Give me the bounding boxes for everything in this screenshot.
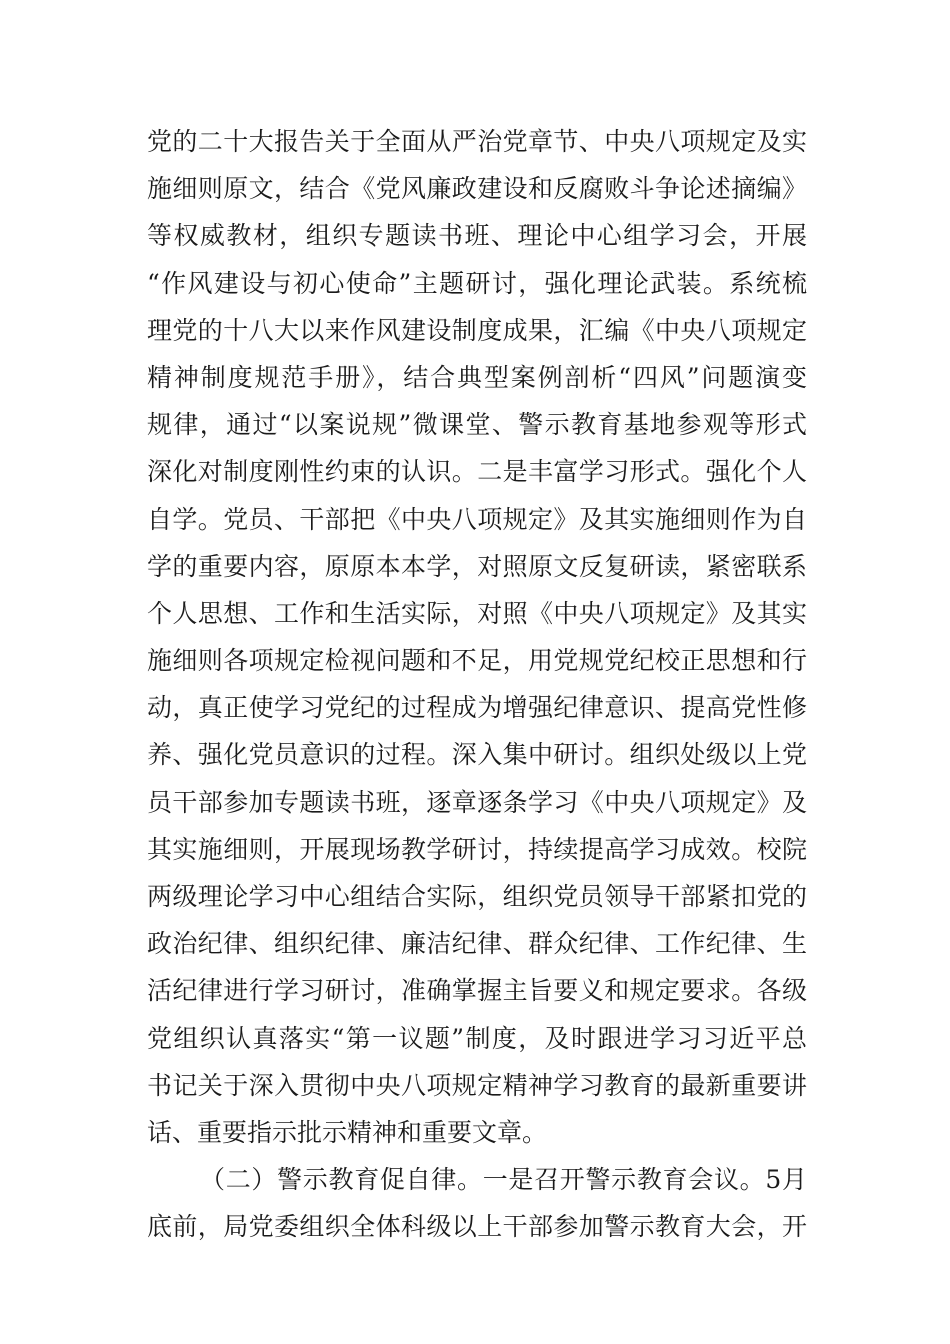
section-heading-line: （二）警示教育促自律。一是召开警示教育会议。5月	[200, 1165, 807, 1195]
text-line: 党组织认真落实“第一议题”制度，及时跟进学习习近平总	[147, 1023, 807, 1053]
text-line: 学的重要内容，原原本本学，对照原文反复研读，紧密联系	[147, 551, 807, 581]
text-line: 施细则原文，结合《党风廉政建设和反腐败斗争论述摘编》	[147, 174, 807, 204]
text-line: 精神制度规范手册》，结合典型案例剖析“四风”问题演变	[147, 362, 807, 392]
text-line: 党的二十大报告关于全面从严治党章节、中央八项规定及实	[147, 127, 807, 156]
text-line: 规律，通过“以案说规”微课堂、警示教育基地参观等形式	[147, 410, 807, 440]
document-body	[147, 118, 807, 1251]
text-line: 自学。党员、干部把《中央八项规定》及其实施细则作为自	[147, 504, 807, 534]
text-line: 书记关于深入贯彻中央八项规定精神学习教育的最新重要讲	[147, 1070, 807, 1100]
text-line: 政治纪律、组织纪律、廉洁纪律、群众纪律、工作纪律、生	[147, 929, 807, 959]
text-line: 活纪律进行学习研讨，准确掌握主旨要义和规定要求。各级	[147, 976, 807, 1006]
text-line: 深化对制度刚性约束的认识。二是丰富学习形式。强化个人	[147, 457, 807, 487]
text-line: 其实施细则，开展现场教学研讨，持续提高学习成效。校院	[147, 834, 807, 864]
text-line: 个人思想、工作和生活实际，对照《中央八项规定》及其实	[147, 598, 807, 628]
text-line: “作风建设与初心使命”主题研讨，强化理论武装。系统梳	[147, 268, 807, 298]
text-line: 养、强化党员意识的过程。深入集中研讨。组织处级以上党	[147, 740, 807, 770]
text-line: 底前，局党委组织全体科级以上干部参加警示教育大会，开	[147, 1212, 807, 1242]
text-line: 动，真正使学习党纪的过程成为增强纪律意识、提高党性修	[147, 693, 807, 723]
text-line: 施细则各项规定检视问题和不足，用党规党纪校正思想和行	[147, 646, 807, 676]
text-line: 两级理论学习中心组结合实际，组织党员领导干部紧扣党的	[147, 882, 807, 911]
text-line: 理党的十八大以来作风建设制度成果，汇编《中央八项规定	[147, 315, 807, 345]
text-line: 话、重要指示批示精神和重要文章。	[147, 1117, 548, 1147]
text-line: 员干部参加专题读书班，逐章逐条学习《中央八项规定》及	[147, 787, 807, 817]
text-line: 等权威教材，组织专题读书班、理论中心组学习会，开展	[147, 221, 807, 251]
